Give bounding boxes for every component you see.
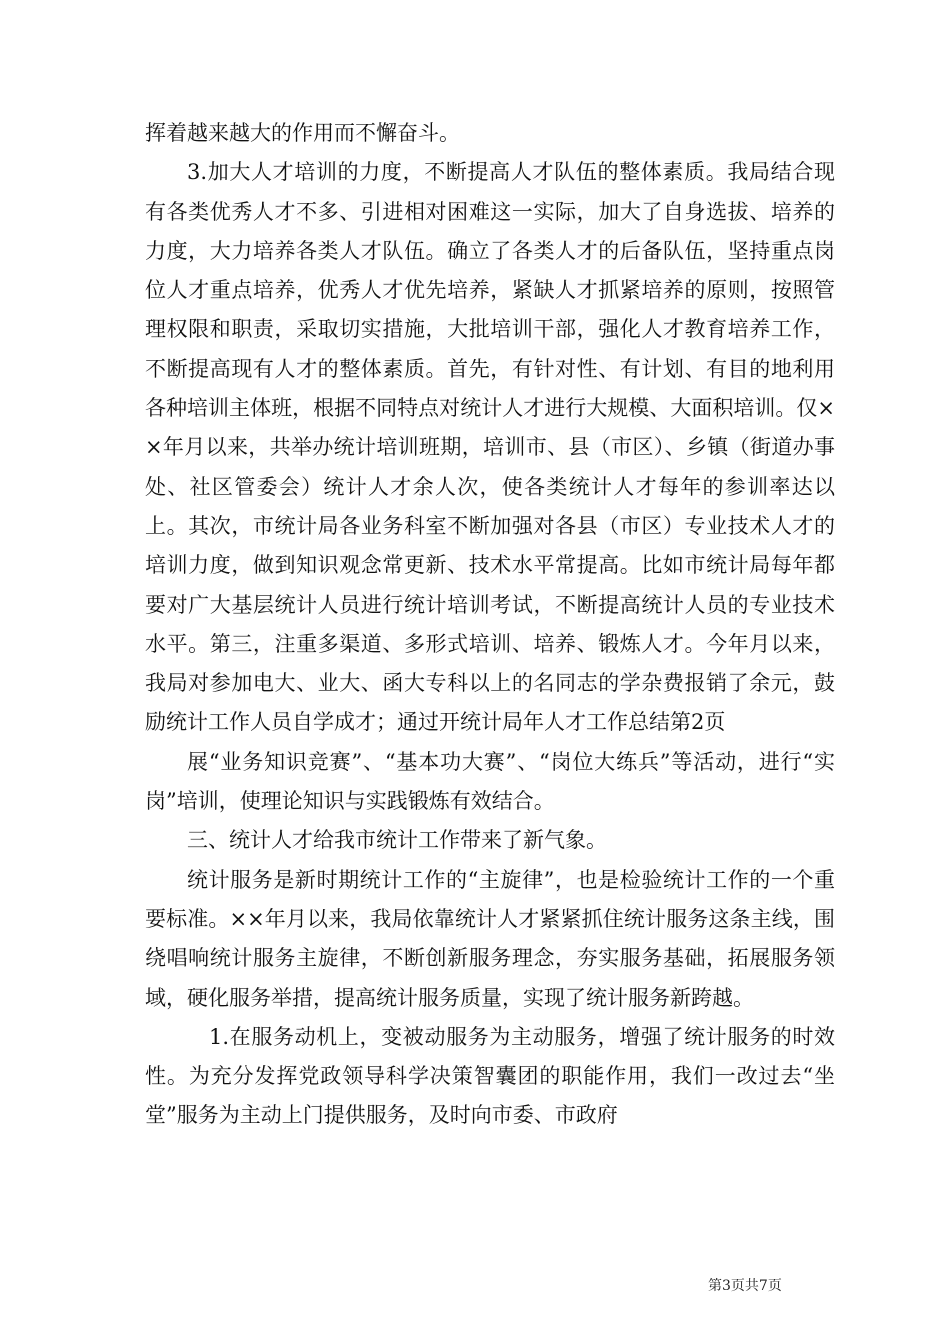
paragraph-continuation: 挥着越来越大的作用而不懈奋斗。 xyxy=(145,121,460,145)
document-body xyxy=(145,114,835,1136)
page-number-footer: 第3页共7页 xyxy=(708,1278,782,1294)
paragraph-service-overview: 统计服务是新时期统计工作的“主旋律”，也是检验统计工作的一个重要标准。××年月以来，我局依靠统计人才紧紧抓住统计服务这条主线，围绕唱响统计服务主旋律，不断创新服务理念，夯实服务基础，拓展服务领域，硬化服务举措，提高统计服务质量，实现了统计服务新跨越。 xyxy=(145,867,835,1010)
section-heading-three: 三、统计人才给我市统计工作带来了新气象。 xyxy=(187,828,607,853)
paragraph-activities: 展“业务知识竞赛”、“基本功大赛”、“岗位大练兵”等活动，进行“实岗”培训，使理论知识与实践锻炼有效结合。 xyxy=(145,749,835,814)
paragraph-service-motivation: 1.在服务动机上，变被动服务为主动服务，增强了统计服务的时效性。为充分发挥党政领导科学决策智囊团的职能作用，我们一改过去“坐堂”服务为主动上门提供服务，及时向市委、市政府 xyxy=(145,1024,835,1128)
paragraph-training: 3.加大人才培训的力度，不断提高人才队伍的整体素质。我局结合现有各类优秀人才不多、引进相对困难这一实际，加大了自身选拔、培养的力度，大力培养各类人才队伍。确立了各类人才的后备队伍，坚持重点岗位人才重点培养，优秀人才优先培养，紧缺人才抓紧培养的原则，按照管理权限和职责，采取切实措施，大批培训干部，强化人才教育培养工作，不断提高现有人才的整体素质。首先，有针对性、有计划、有目的地利用各种培训主体班，根据不同特点对统计人才进行大规模、大面积培训。仅××年月以来，共举办统计培训班期，培训市、县（市区）、乡镇（街道办事处、社区管委会）统计人才余人次，使各类统计人才每年的参训率达以上。其次，市统计局各业务科室不断加强对各县（市区）专业技术人才的培训力度，做到知识观念常更新、技术水平常提高。比如市统计局每年都要对广大基层统计人员进行统计培训考试，不断提高统计人员的专业技术水平。第三，注重多渠道、多形式培训、培养、锻炼人才。今年月以来，我局对参加电大、业大、函大专科以上的名同志的学杂费报销了余元，鼓励统计工作人员自学成才；通过开统计局年人才工作总结第2页 xyxy=(145,160,835,735)
